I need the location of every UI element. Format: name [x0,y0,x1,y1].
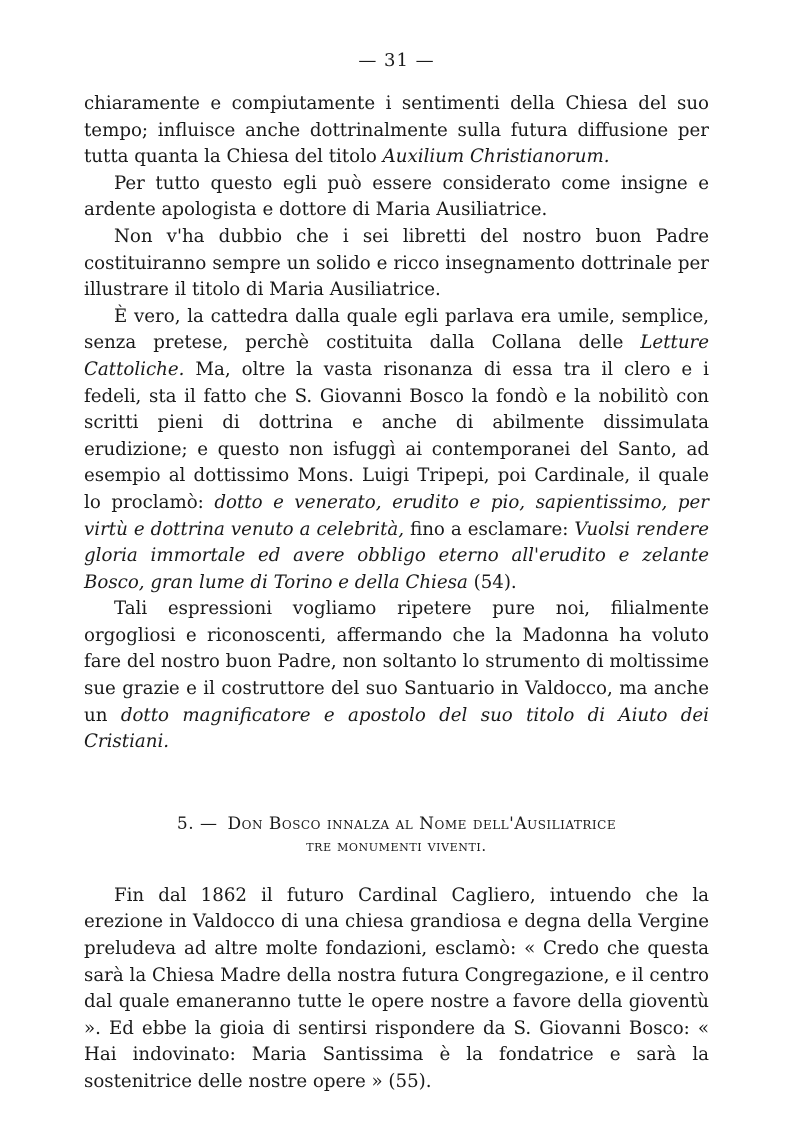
text-run: Ma, oltre la vasta risonanza di essa tra il clero e i fedeli, sta il fatto che S. Giovanni Bosco la fondò e la nobilitò con scritti pieni di dottrina e anche di abilmente dissimulata erudizione; e questo non isfuggì ai contemporanei del Santo, ad esempio al dottissimo Mons. Luigi Tripepi, poi Cardinale, il quale lo proclamò: [84,358,709,513]
paragraph [84,883,709,1096]
page-number: — 31 — [358,50,435,71]
text-run: Tali espressioni vogliamo ripetere pure noi, filialmente orgogliosi e riconoscenti, affermando che la Madonna ha voluto fare del nostro buon Padre, non soltanto lo strumento di moltissime sue grazie e il costruttore del suo Santuario in Valdocco, ma anche un [84,598,709,726]
body-text-final [84,883,709,1096]
italic-phrase: Letture Cattoliche. [84,332,709,380]
italic-phrase: Auxilium Christianorum. [382,146,610,168]
italic-phrase: Vuolsi rendere gloria immortale ed avere obbligo eterno all'erudito e zelante Bosco, gran lume di Torino e della Chiesa [84,518,709,593]
text-run: Per tutto questo egli può essere considerato come insigne e ardente apologista e dottore di Maria Ausiliatrice. [84,172,709,221]
section-title-line-2: tre monumenti viventi. [306,836,487,855]
italic-phrase: dotto e venerato, erudito e pio, sapientissimo, per virtù e dottrina venuto a celebrità, [84,491,709,540]
text-run: fino a esclamare: [404,518,575,540]
text-run: Non v'ha dubbio che i sei libretti del nostro buon Padre costituiranno sempre un solido e ricco insegnamento dottrinale per illustrare il titolo di Maria Ausiliatrice. [84,225,709,301]
paragraph [84,171,709,224]
section-heading [84,811,709,837]
italic-phrase: dotto magnificatore e apostolo del suo titolo di Aiuto dei Cristiani. [84,704,709,753]
paragraph [84,224,709,304]
text-run: (54). [467,571,517,593]
paragraph [84,304,709,597]
paragraph [84,596,709,756]
text-run: chiaramente e compiutamente i sentimenti della Chiesa del suo tempo; influisce anche dottrinalmente sulla futura diffusione per tutta quanta la Chiesa del titolo [84,93,709,168]
paragraph [84,91,709,171]
text-run: Fin dal 1862 il futuro Cardinal Cagliero, intuendo che la erezione in Valdocco di una chiesa grandiosa e degna della Vergine preludeva ad altre molte fondazioni, esclamò: « Credo che questa sarà la Chiesa Madre della nostra futura Congregazione, e il centro dal quale emaneranno tutte le opere nostre a favore della gioventù ». Ed ebbe la gioia di sentirsi rispondere da S. Giovanni Bosco: « Hai indovinato: Maria Santissima è la fondatrice e sarà la sostenitrice delle nostre opere » (55). [84,884,709,1092]
text-run: È vero, la cattedra dalla quale egli parlava era umile, semplice, senza pretese, perchè costituita dalla Collana delle [84,305,709,354]
body-text [84,91,709,756]
section-title-line-1: Don Bosco innalza al Nome dell'Ausiliatrice [227,813,617,834]
section-number: 5. — [176,813,218,834]
book-page [84,50,709,1096]
